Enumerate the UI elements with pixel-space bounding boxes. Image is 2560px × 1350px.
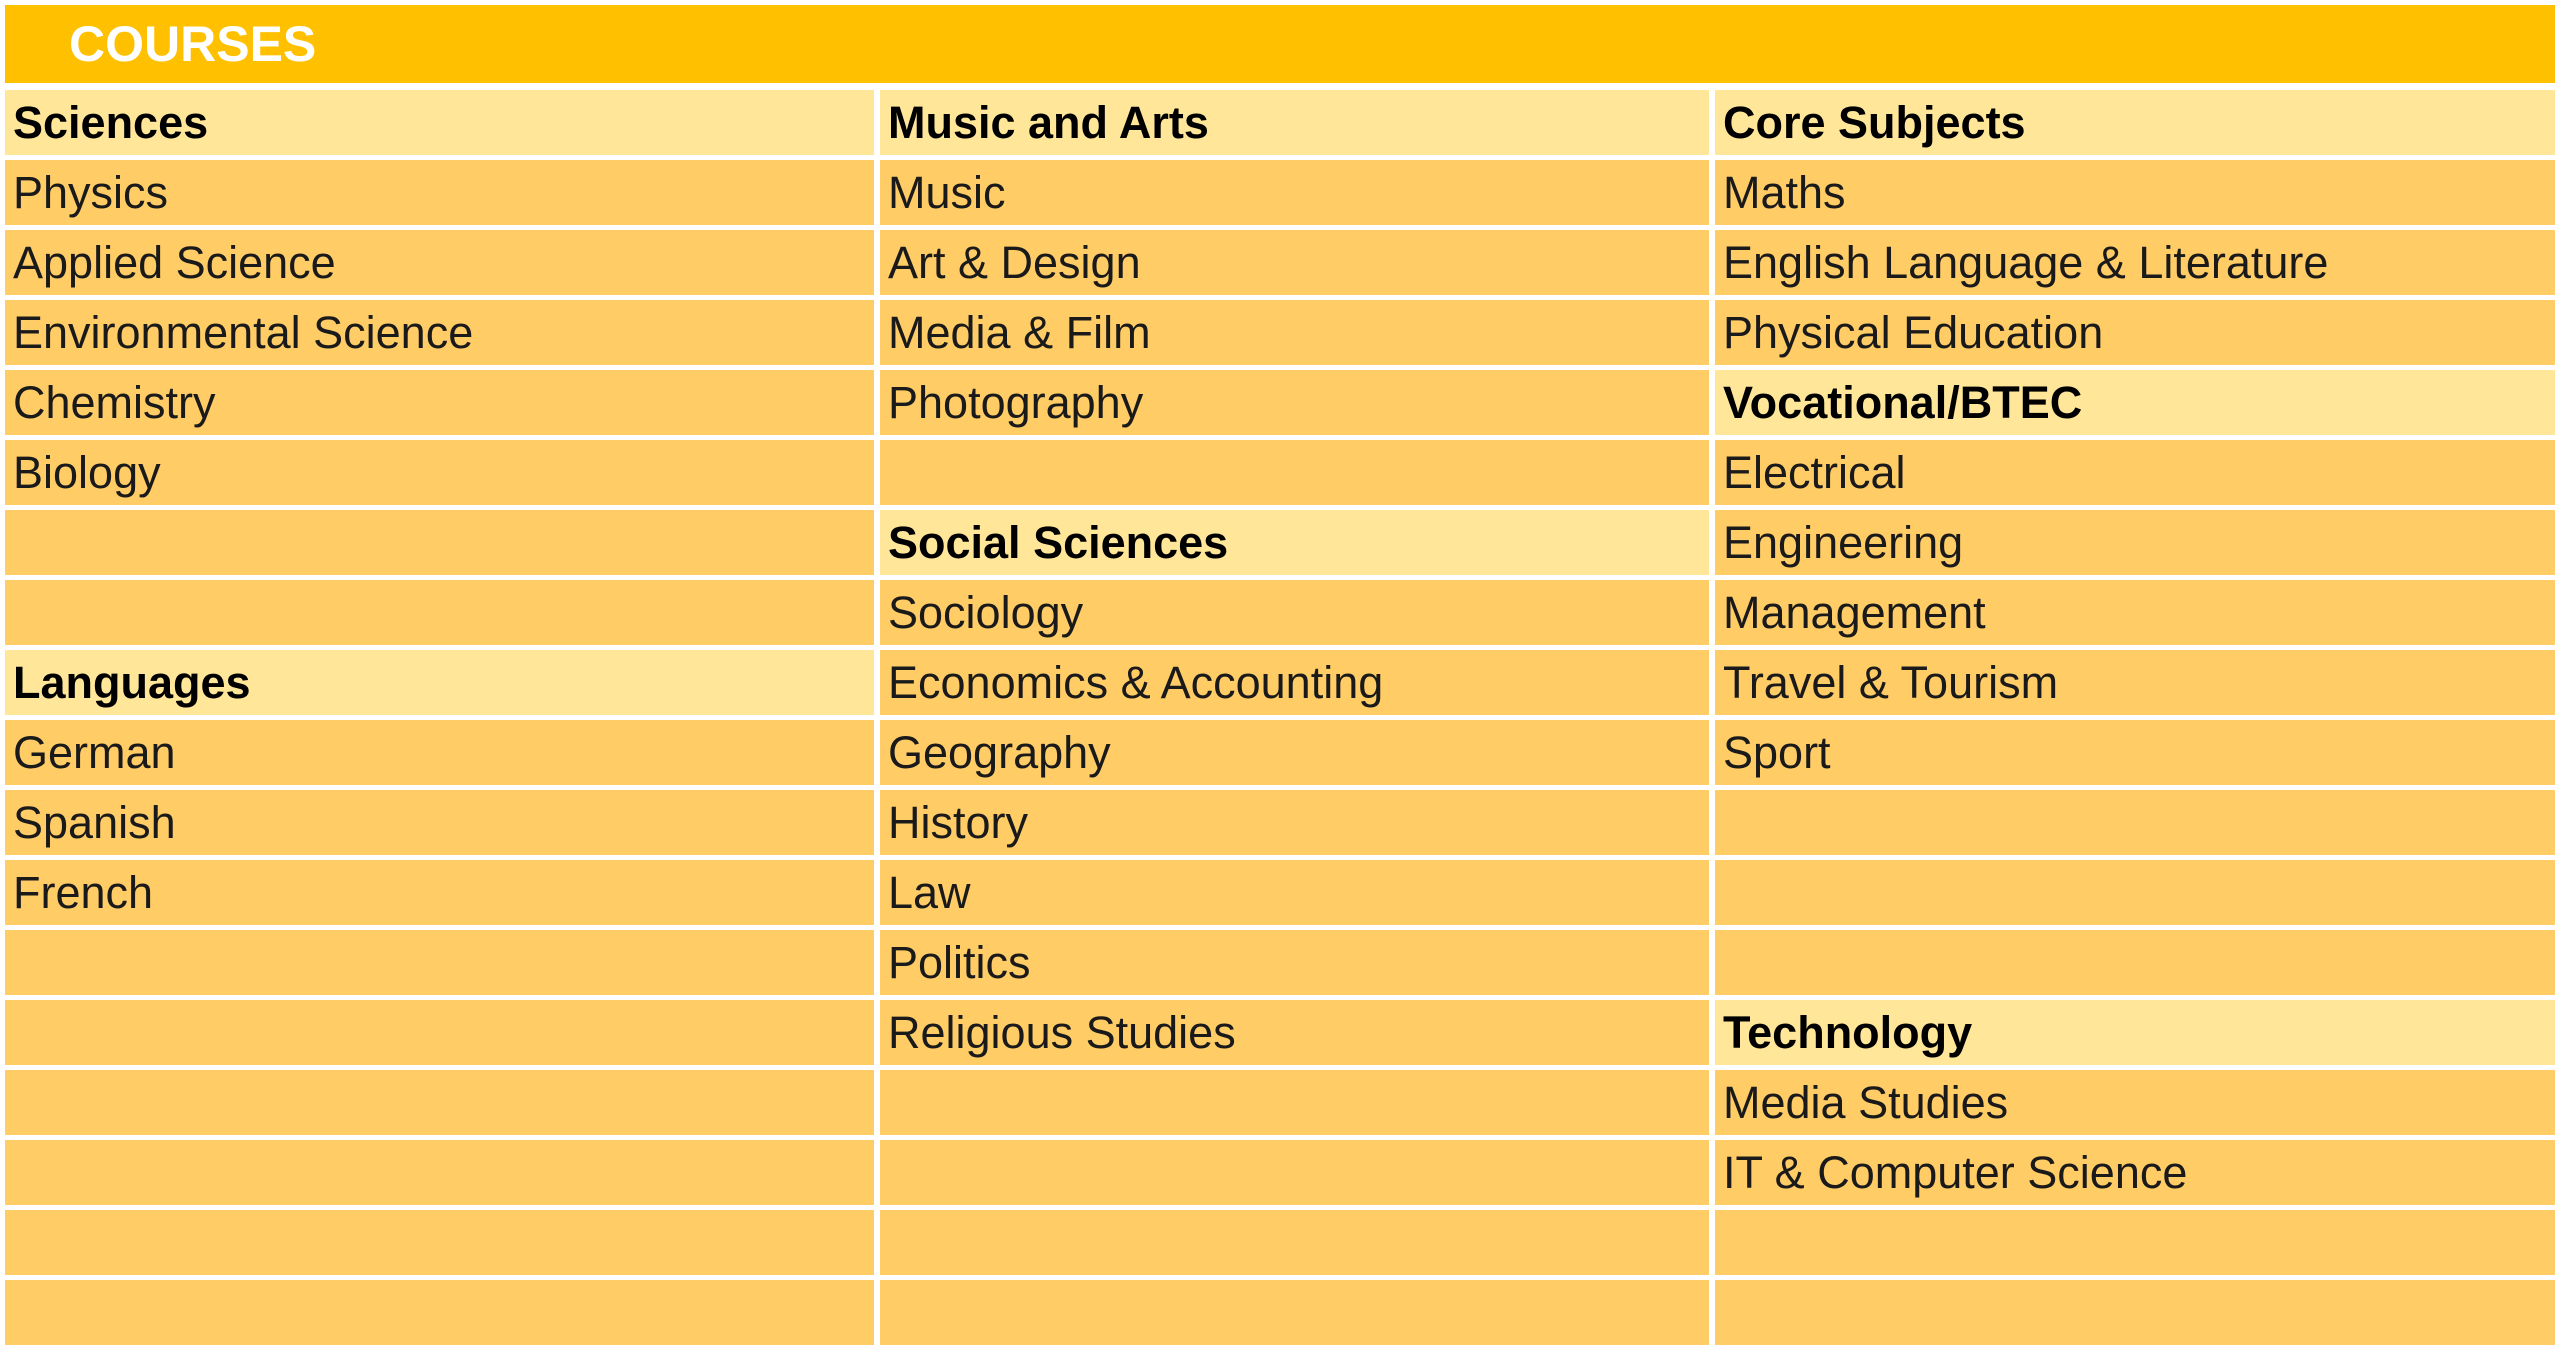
course-cell: Photography [880, 370, 1709, 435]
section-header-cell: Core Subjects [1715, 90, 2555, 155]
course-cell: Music [880, 160, 1709, 225]
course-cell: Law [880, 860, 1709, 925]
course-cell: Environmental Science [5, 300, 874, 365]
empty-cell [1715, 790, 2555, 855]
empty-cell [880, 440, 1709, 505]
course-cell: History [880, 790, 1709, 855]
title-bar [5, 5, 2555, 83]
column-arts-social-sciences [880, 90, 1709, 1350]
empty-cell [5, 1210, 874, 1275]
empty-cell [5, 1280, 874, 1345]
course-cell: German [5, 720, 874, 785]
empty-cell [5, 930, 874, 995]
empty-cell [1715, 860, 2555, 925]
empty-cell [1715, 930, 2555, 995]
course-cell: Engineering [1715, 510, 2555, 575]
section-header-cell: Sciences [5, 90, 874, 155]
course-cell: Maths [1715, 160, 2555, 225]
section-header-cell: Social Sciences [880, 510, 1709, 575]
empty-cell [5, 1000, 874, 1065]
section-header-cell: Music and Arts [880, 90, 1709, 155]
course-cell: Physical Education [1715, 300, 2555, 365]
course-cell: Economics & Accounting [880, 650, 1709, 715]
courses-table [5, 5, 2555, 1345]
course-cell: Art & Design [880, 230, 1709, 295]
empty-cell [5, 1140, 874, 1205]
empty-cell [880, 1210, 1709, 1275]
empty-cell [880, 1280, 1709, 1345]
course-cell: Chemistry [5, 370, 874, 435]
course-cell: Media & Film [880, 300, 1709, 365]
course-cell: Sociology [880, 580, 1709, 645]
empty-cell [5, 580, 874, 645]
page-title: COURSES [69, 16, 317, 72]
course-cell: Spanish [5, 790, 874, 855]
course-cell: Physics [5, 160, 874, 225]
column-core-vocational-technology [1715, 90, 2555, 1350]
empty-cell [5, 510, 874, 575]
column-sciences-languages [5, 90, 874, 1350]
course-cell: Politics [880, 930, 1709, 995]
course-cell: English Language & Literature [1715, 230, 2555, 295]
section-header-cell: Technology [1715, 1000, 2555, 1065]
course-cell: Geography [880, 720, 1709, 785]
course-cell: IT & Computer Science [1715, 1140, 2555, 1205]
empty-cell [880, 1070, 1709, 1135]
empty-cell [880, 1140, 1709, 1205]
empty-cell [1715, 1210, 2555, 1275]
course-cell: French [5, 860, 874, 925]
course-cell: Biology [5, 440, 874, 505]
course-cell: Media Studies [1715, 1070, 2555, 1135]
course-cell: Travel & Tourism [1715, 650, 2555, 715]
course-cell: Electrical [1715, 440, 2555, 505]
course-cell: Applied Science [5, 230, 874, 295]
course-cell: Religious Studies [880, 1000, 1709, 1065]
empty-cell [1715, 1280, 2555, 1345]
course-cell: Management [1715, 580, 2555, 645]
empty-cell [5, 1070, 874, 1135]
course-cell: Sport [1715, 720, 2555, 785]
section-header-cell: Languages [5, 650, 874, 715]
section-header-cell: Vocational/BTEC [1715, 370, 2555, 435]
